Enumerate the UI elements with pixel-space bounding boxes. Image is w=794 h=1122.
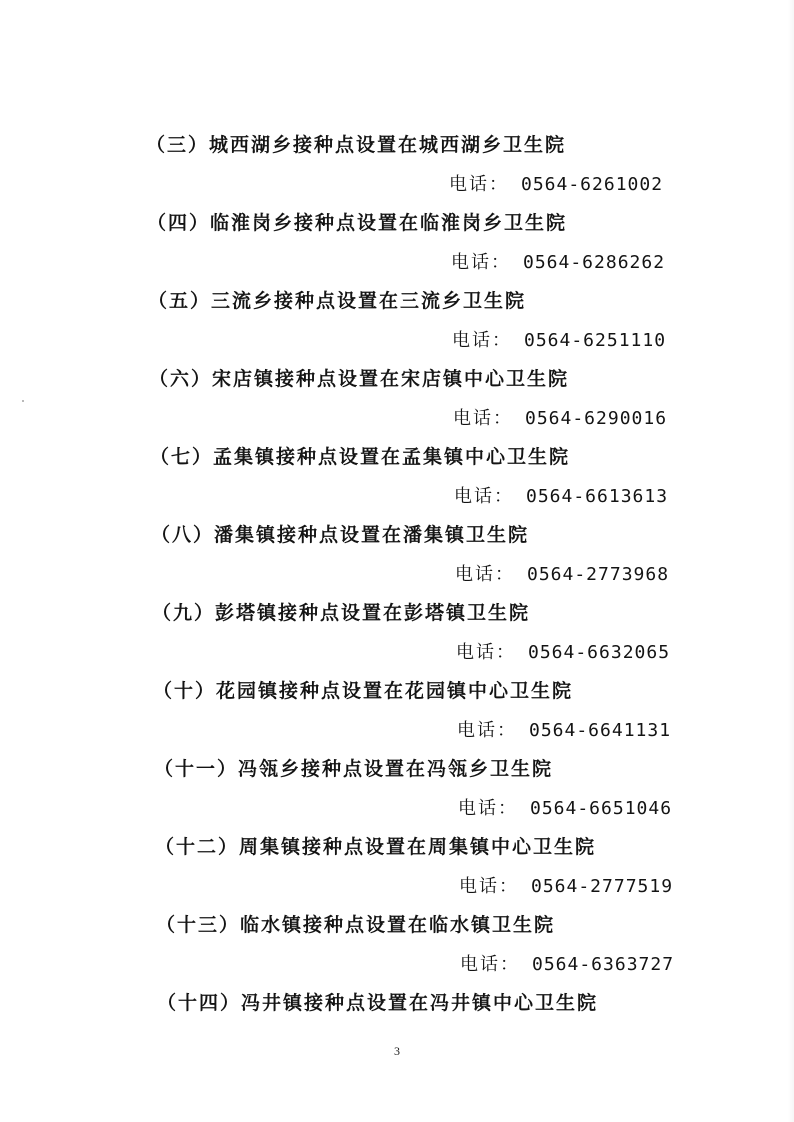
phone-label: 电话： — [451, 252, 511, 273]
entry-heading: （六）宋店镇接种点设置在宋店镇中心卫生院 — [149, 368, 570, 390]
entry-phone-line — [458, 797, 672, 821]
entry-heading: （四）临淮岗乡接种点设置在临淮岗乡卫生院 — [147, 212, 568, 234]
entry-phone-line — [454, 485, 668, 509]
phone-label: 电话： — [456, 642, 516, 663]
phone-label: 电话： — [455, 564, 515, 585]
phone-label: 电话： — [449, 174, 509, 195]
entry-heading: （九）彭塔镇接种点设置在彭塔镇卫生院 — [152, 602, 531, 624]
entry-phone-line — [456, 641, 670, 665]
phone-number: 0564-6651046 — [530, 798, 673, 819]
phone-label: 电话： — [458, 798, 518, 819]
entry-heading: （十四）冯井镇接种点设置在冯井镇中心卫生院 — [157, 992, 599, 1014]
entry-heading: （十二）周集镇接种点设置在周集镇中心卫生院 — [155, 836, 597, 858]
entry-heading: （十三）临水镇接种点设置在临水镇卫生院 — [156, 914, 556, 936]
scan-speck — [22, 400, 24, 402]
phone-number: 0564-6641131 — [529, 720, 672, 741]
entry-phone-line — [455, 563, 669, 587]
phone-number: 0564-6286262 — [523, 252, 666, 273]
entry-phone-line — [460, 953, 674, 977]
entry-phone-line — [449, 173, 663, 197]
entry-phone-line — [451, 251, 665, 275]
entry-heading: （十一）冯瓴乡接种点设置在冯瓴乡卫生院 — [154, 758, 554, 780]
phone-label: 电话： — [459, 876, 519, 897]
phone-label: 电话： — [452, 330, 512, 351]
phone-number: 0564-2777519 — [531, 876, 674, 897]
entry-heading: （八）潘集镇接种点设置在潘集镇卫生院 — [151, 524, 530, 546]
page-number: 3 — [394, 1044, 400, 1058]
entry-heading: （七）孟集镇接种点设置在孟集镇中心卫生院 — [150, 446, 571, 468]
phone-label: 电话： — [457, 720, 517, 741]
entry-phone-line — [459, 875, 673, 899]
phone-number: 0564-6363727 — [532, 954, 675, 975]
entry-heading: （三）城西湖乡接种点设置在城西湖乡卫生院 — [146, 134, 567, 156]
entry-phone-line — [452, 329, 666, 353]
entry-phone-line — [453, 407, 667, 431]
scan-edge-shadow — [788, 0, 794, 1122]
phone-number: 0564-2773968 — [527, 564, 670, 585]
phone-label: 电话： — [460, 954, 520, 975]
phone-label: 电话： — [454, 486, 514, 507]
entry-heading: （十）花园镇接种点设置在花园镇中心卫生院 — [153, 680, 574, 702]
phone-number: 0564-6251110 — [524, 330, 667, 351]
entry-heading: （五）三流乡接种点设置在三流乡卫生院 — [148, 290, 527, 312]
phone-number: 0564-6261002 — [521, 174, 664, 195]
entry-phone-line — [457, 719, 671, 743]
phone-number: 0564-6613613 — [526, 486, 669, 507]
phone-number: 0564-6632065 — [528, 642, 671, 663]
phone-label: 电话： — [453, 408, 513, 429]
phone-number: 0564-6290016 — [525, 408, 668, 429]
